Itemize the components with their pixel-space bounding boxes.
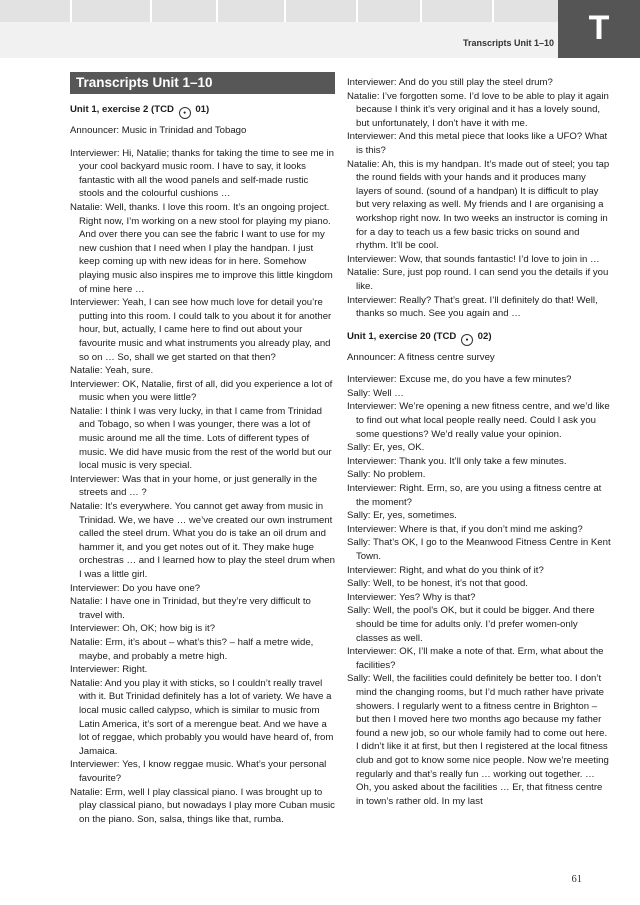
transcript-line: Interviewer: Was that in your home, or just generally in the streets and … ? bbox=[70, 473, 318, 499]
transcript-line: Natalie: I have one in Trinidad, but they’re very difficult to travel with. bbox=[70, 596, 311, 621]
transcript-line: Natalie: I think I was very lucky, in that I came from Trinidad and Tobago, so when I was younger, there was a lot of music around me all the time. Lots of different types of music. We did have music from the rest of the world but our local music is very special. bbox=[70, 405, 332, 472]
chapter-tab bbox=[422, 0, 494, 22]
transcript-line: Natalie: Erm, well I play classical piano. I was brought up to play classical piano, but nowadays I play more Cuban music on the piano. Son, salsa, things like that, rumba. bbox=[70, 786, 335, 825]
transcript-line: Sally: No problem. bbox=[347, 469, 426, 481]
transcript-line: Natalie: Well, thanks. I love this room. It’s an ongoing project. Right now, I’m working on a new stool for playing my piano. And over there you can see the fabric I want to use for my new cushion that I need when I play the handpan. I just keep coming up with new ideas for in here. Somehow playing music also inspires me to improve this little kingdom of mine here … bbox=[70, 201, 333, 295]
chapter-tab bbox=[72, 0, 152, 22]
transcript-line: Interviewer: We’re opening a new fitness centre, and we’d like to find out what local people really need. Could I ask you some questions? We’d really value your opinion. bbox=[347, 401, 610, 440]
chapter-tab bbox=[152, 0, 218, 22]
transcript-right-b bbox=[347, 373, 612, 808]
page-number: 61 bbox=[571, 874, 582, 885]
transcript-line: Interviewer: OK, I’ll make a note of that. Erm, what about the facilities? bbox=[347, 646, 604, 671]
transcript-line: Sally: Er, yes, OK. bbox=[347, 442, 425, 454]
transcript-line: Interviewer: Really? That’s great. I’ll definitely do that! Well, thanks so much. See you again and … bbox=[347, 294, 598, 320]
track-number: 02) bbox=[477, 330, 492, 342]
transcript-line: Interviewer: Right. Erm, so, are you using a fitness centre at the moment? bbox=[347, 483, 602, 508]
cd-icon: ● bbox=[179, 107, 191, 119]
transcript-line: Sally: Well … bbox=[347, 387, 404, 399]
chapter-tab bbox=[218, 0, 286, 22]
transcript-line: Natalie: Ah, this is my handpan. It’s made out of steel; you tap the round fields with your hands and it produces many layers of sound. (sound of a handpan) It is difficult to play but very relaxing as well. My friends and I are organising a workshop right now. In two weeks an instructor is coming in for a day to teach us a few basic tricks on sound and rhythm. It’ll be cool. bbox=[347, 158, 610, 252]
chapter-tab bbox=[494, 0, 560, 22]
section-heading-1 bbox=[70, 103, 335, 119]
transcript-line: Interviewer: OK, Natalie, first of all, did you experience a lot of music when you were little? bbox=[70, 378, 333, 404]
track-number: 01) bbox=[195, 104, 210, 115]
cd-icon: ● bbox=[461, 334, 473, 346]
transcript-line: Sally: Well, the facilities could definitely be better too. I don’t mind the changing rooms, but I’d much rather have private showers. I regularly went to a fitness centre in Brighton – but then I moved here two months ago because my father found a new job, so our whole family had to come out here. I didn’t like it at first, but then I registered at the local fitness club and got to know some nice people. Now we’re meeting regularly and that’s really fun … working out together. … Oh, you asked about the facilities … Er, that fitness centre in town’s rather old. In my last bbox=[347, 673, 609, 807]
chapter-tab bbox=[286, 0, 358, 22]
transcript-line: Natalie: Yeah, sure. bbox=[70, 365, 154, 377]
right-column bbox=[347, 76, 612, 808]
transcript-line: Sally: Er, yes, sometimes. bbox=[347, 510, 457, 522]
transcript-line: Natalie: And you play it with sticks, so I couldn’t really travel with it. But Trinidad definitely has a lot of variety. We have a local music called calypso, which is similar to music from Latin America, it’s sort of a merengue beat. And we have a lot of reggae, which probably you would have heard of, from Jamaica. bbox=[70, 677, 334, 757]
running-head: Transcripts Unit 1–10 bbox=[462, 38, 554, 48]
top-band bbox=[0, 0, 640, 58]
transcript-line: Natalie: Sure, just pop round. I can send you the details if you like. bbox=[347, 267, 609, 292]
announcer-line: Announcer: A fitness centre survey bbox=[347, 351, 495, 363]
transcript-line: Sally: That’s OK, I go to the Meanwood Fitness Centre in Kent Town. bbox=[347, 537, 611, 562]
transcript-line: Interviewer: Right. bbox=[70, 664, 148, 676]
transcript-line: Sally: Well, the pool’s OK, but it could be bigger. And there should be time for adults only. I’d prefer women-only classes as well. bbox=[347, 605, 595, 644]
transcript-line: Natalie: It’s everywhere. You cannot get away from music in Trinidad. We, we have … we’ve created our own instrument called the steel drum. What you do is take an oil drum and hammer it, and you get notes out of it. They make huge orchestras … and I learned how to play the steel drum when I was a little girl. bbox=[70, 501, 335, 580]
section-letter-tab: T bbox=[558, 0, 640, 58]
transcript-right-a bbox=[347, 76, 612, 321]
transcript-line: Interviewer: Do you have one? bbox=[70, 582, 201, 594]
transcript-line: Sally: Well, to be honest, it’s not that good. bbox=[347, 578, 528, 590]
transcript-line: Interviewer: Thank you. It’ll only take a few minutes. bbox=[347, 455, 567, 467]
section-heading-2 bbox=[347, 330, 612, 346]
transcript-line: Interviewer: Yeah, I can see how much love for detail you’re putting into this room. I could talk to you about it for another hour, but, actually, I came here to find out about your favourite music and what instruments you already play, and so on … So, shall we get started on that then? bbox=[70, 297, 332, 363]
announcer-line: Announcer: Music in Trinidad and Tobago bbox=[70, 125, 247, 136]
transcript-line: Interviewer: Right, and what do you think of it? bbox=[347, 564, 544, 576]
transcript-line: Interviewer: And do you still play the steel drum? bbox=[347, 77, 553, 88]
left-column bbox=[70, 72, 335, 826]
transcript-line: Interviewer: And this metal piece that looks like a UFO? What is this? bbox=[347, 131, 608, 156]
transcript-left bbox=[70, 147, 335, 827]
transcript-line: Natalie: Erm, it’s about – what’s this? – half a metre wide, maybe, and probably a metre high. bbox=[70, 636, 314, 662]
chapter-tabs bbox=[0, 0, 560, 22]
transcript-line: Natalie: I’ve forgotten some. I’d love to be able to play it again because I think it’s very original and it has a lovely sound, but unfortunately, I don’t have it with me. bbox=[347, 90, 609, 129]
transcript-line: Interviewer: Oh, OK; how big is it? bbox=[70, 623, 216, 635]
transcript-line: Interviewer: Wow, that sounds fantastic! I’d love to join in … bbox=[347, 253, 600, 265]
page-title: Transcripts Unit 1–10 bbox=[70, 72, 335, 94]
chapter-tab bbox=[358, 0, 422, 22]
heading-text: Unit 1, exercise 20 (TCD bbox=[347, 330, 457, 342]
transcript-line: Interviewer: Yes? Why is that? bbox=[347, 591, 476, 603]
chapter-tab bbox=[0, 0, 72, 22]
heading-text: Unit 1, exercise 2 (TCD bbox=[70, 104, 174, 115]
transcript-line: Interviewer: Where is that, if you don’t mind me asking? bbox=[347, 523, 583, 535]
transcript-line: Interviewer: Yes, I know reggae music. What’s your personal favourite? bbox=[70, 759, 327, 784]
transcript-line: Interviewer: Excuse me, do you have a few minutes? bbox=[347, 374, 572, 386]
transcript-line: Interviewer: Hi, Natalie; thanks for taking the time to see me in your cool backyard music room. I have to say, it looks fantastic with all the wood panels and self-made rustic stools and the colourful cushions … bbox=[70, 147, 334, 200]
